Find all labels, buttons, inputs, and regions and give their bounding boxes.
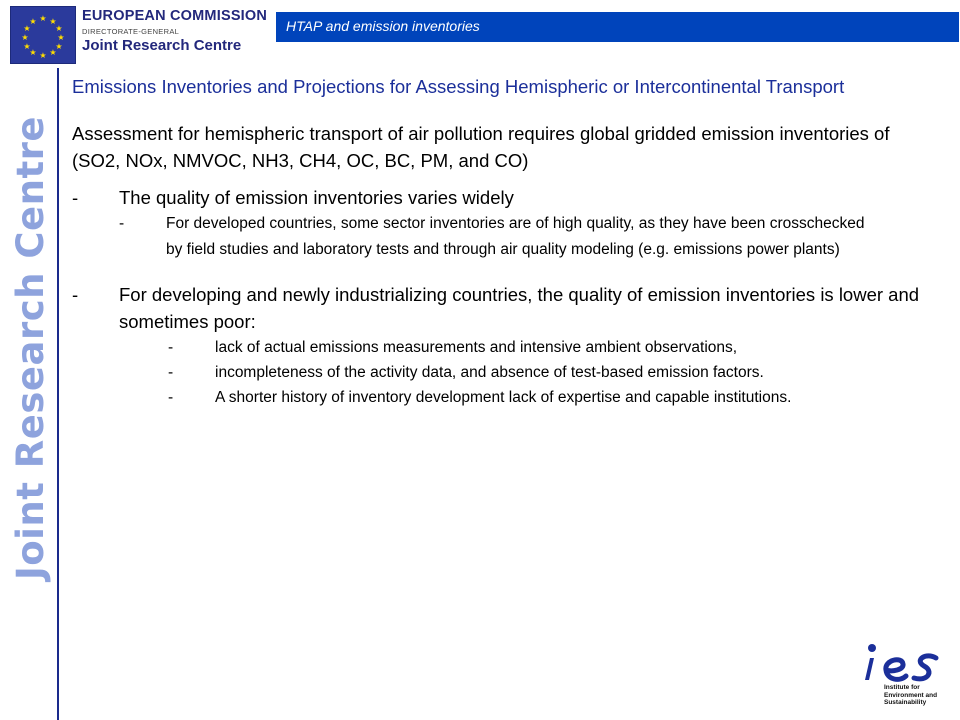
european-commission-logo xyxy=(10,6,272,64)
sub-bullet-item xyxy=(119,211,885,263)
ies-logo xyxy=(856,640,950,716)
eu-flag-icon xyxy=(10,6,76,64)
sub-bullet-text: A shorter history of inventory development lack of expertise and capable institutions. xyxy=(215,389,792,406)
bullet-text: The quality of emission inventories varies widely xyxy=(119,187,514,208)
svg-text:★: ★ xyxy=(49,48,57,57)
bullet-dash: - xyxy=(119,215,125,232)
sub-bullet-text: For developed countries, some sector inventories are of high quality, as they have been crosschecked by field studies and laboratory tests and through air quality modeling (e.g. emissions power plants) xyxy=(166,215,865,258)
svg-text:★: ★ xyxy=(21,33,29,42)
slide-title: Emissions Inventories and Projections for Assessing Hemispheric or Intercontinental Transport xyxy=(72,76,845,97)
svg-text:★: ★ xyxy=(23,42,31,51)
header-bar xyxy=(276,12,959,42)
directorate-label: DIRECTORATE-GENERAL xyxy=(82,27,180,36)
slide-content xyxy=(72,74,932,410)
svg-text:★: ★ xyxy=(29,48,37,57)
svg-text:★: ★ xyxy=(57,33,65,42)
svg-text:★: ★ xyxy=(39,14,47,23)
sub-bullet-text: lack of actual emissions measurements and intensive ambient observations, xyxy=(215,339,738,356)
bullet-text: For developing and newly industrializing countries, the quality of emission inventories is lower and sometimes poor: xyxy=(119,284,920,332)
svg-text:★: ★ xyxy=(39,51,47,60)
bullet-dash: - xyxy=(72,187,79,208)
bullet-item xyxy=(72,184,932,211)
svg-text:★: ★ xyxy=(55,24,63,33)
org-name: EUROPEAN COMMISSION xyxy=(82,8,268,24)
sub-bullet-item xyxy=(168,385,885,410)
bullet-dash: - xyxy=(168,339,174,356)
svg-text:★: ★ xyxy=(49,17,57,26)
centre-name: Joint Research Centre xyxy=(82,37,242,54)
bullet-dash: - xyxy=(168,364,174,381)
svg-text:★: ★ xyxy=(55,42,63,51)
ies-caption: Institute for Environment and Sustainability xyxy=(884,684,938,706)
vertical-centre-label: Joint Research Centre xyxy=(9,116,52,580)
sub-bullet-item xyxy=(168,360,885,385)
vertical-divider xyxy=(57,68,59,720)
bullet-item xyxy=(72,281,932,335)
bullet-dash: - xyxy=(72,284,79,305)
sub-bullet-text: incompleteness of the activity data, and absence of test-based emission factors. xyxy=(215,364,764,381)
svg-text:★: ★ xyxy=(29,17,37,26)
sub-bullet-item xyxy=(168,335,885,360)
header-title: HTAP and emission inventories xyxy=(286,18,480,34)
intro-paragraph: Assessment for hemispheric transport of air pollution requires global gridded emission inventories of (SO2, NOx, NMVOC, NH3, CH4, OC, BC, PM, and CO) xyxy=(72,123,890,171)
svg-text:★: ★ xyxy=(23,24,31,33)
bullet-dash: - xyxy=(168,389,174,406)
